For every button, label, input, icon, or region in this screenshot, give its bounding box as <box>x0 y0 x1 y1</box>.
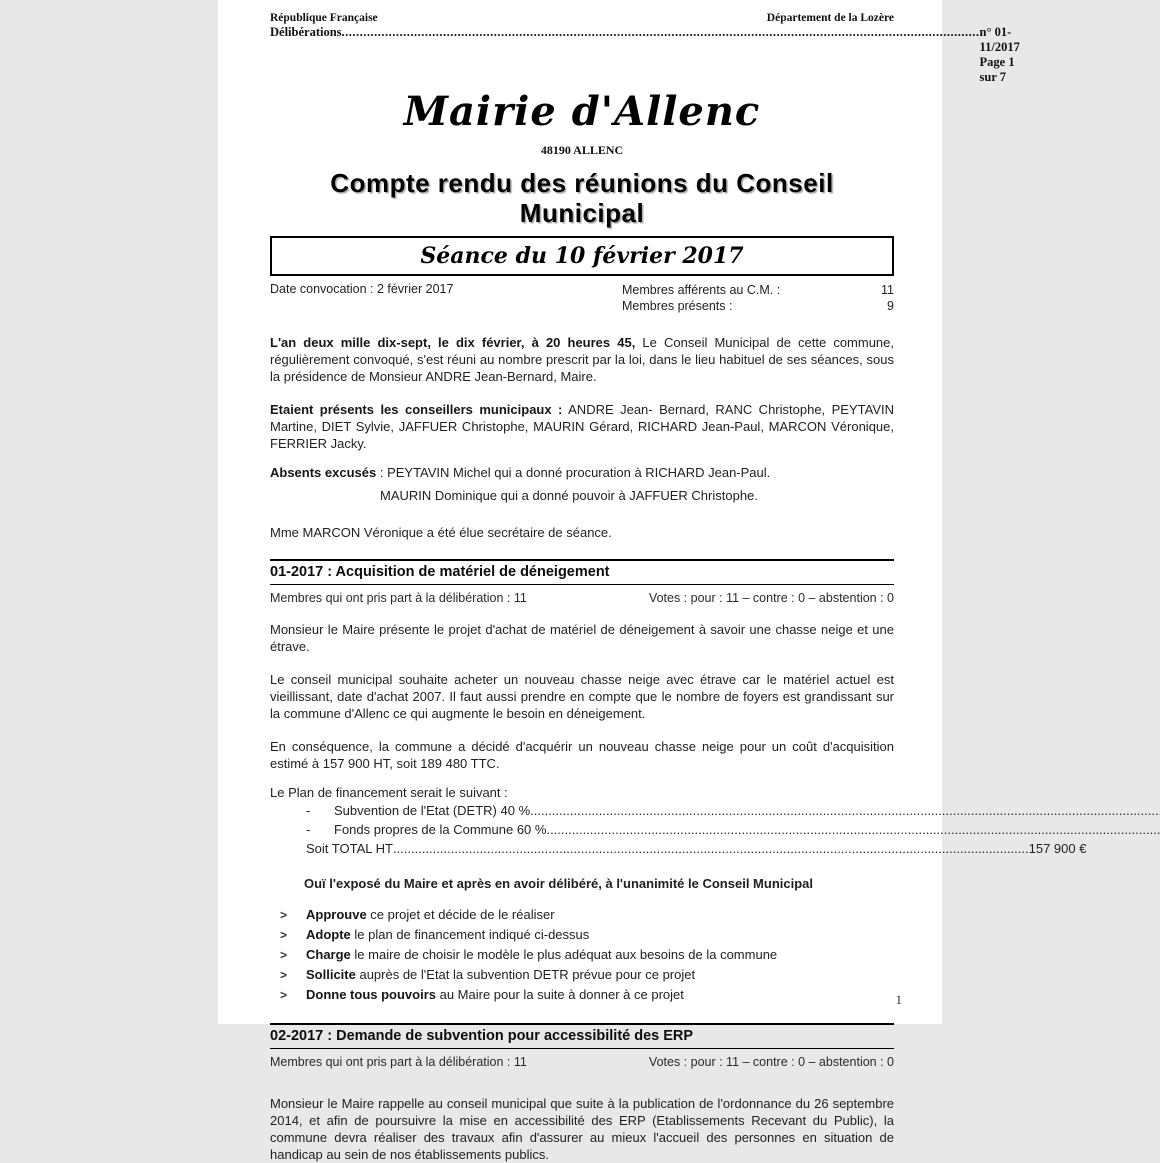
section1-paragraph-3: En conséquence, la commune a décidé d'acquérir un nouveau chasse neige pour un coût d'acquisition estimé à 157 900 HT, soit 189 480 TTC. <box>270 739 894 771</box>
members-afferents-value: 11 <box>881 283 894 297</box>
dash-bullet: - <box>306 822 311 837</box>
document-number: n° 01-11/2017 Page 1 sur 7 <box>979 25 1020 84</box>
plan-title: Le Plan de financement serait le suivant : <box>270 785 508 800</box>
section1-paragraph-1: Monsieur le Maire présente le projet d'achat de matériel de déneigement à savoir une chasse neige et une étrave. <box>270 622 894 654</box>
section2-members-votes <box>270 1055 894 1069</box>
bullet-text <box>306 905 555 925</box>
bullet-bold: Approuve <box>306 907 367 922</box>
plan-item-2 <box>306 820 630 839</box>
section1-votes: Votes : pour : 11 – contre : 0 – abstention : 0 <box>648 591 894 605</box>
bullet-approuve <box>280 905 894 925</box>
plan-item-2-label: Fonds propres de la Commune 60 % <box>334 822 547 837</box>
dot-leader <box>546 820 1160 839</box>
convocation-date: Date convocation : 2 février 2017 <box>270 282 454 296</box>
bullet-rest: auprès de l'Etat la subvention DETR prévue pour ce projet <box>355 967 696 982</box>
plan-item-1-label: Subvention de l'Etat (DETR) 40 % <box>334 803 531 818</box>
departement-label: Département de la Lozère <box>766 12 894 24</box>
dash-bullet: - <box>306 803 311 818</box>
page-header-line1 <box>270 12 894 24</box>
arrow-bullet-icon: > <box>280 988 288 1002</box>
bullet-adopte <box>280 925 894 945</box>
bullet-rest: le maire de choisir le modèle le plus adéquat aux besoins de la commune <box>350 947 778 962</box>
absents-bold: Absents excusés <box>270 465 377 480</box>
postal-address: 48190 ALLENC <box>540 143 624 157</box>
bullet-text <box>306 965 695 985</box>
section2-members: Membres qui ont pris part à la délibération : 11 <box>270 1055 527 1069</box>
section1-members: Membres qui ont pris part à la délibération : 11 <box>270 591 527 605</box>
financing-plan <box>306 801 1087 858</box>
dot-leader <box>342 25 980 40</box>
bullet-rest: ce projet et décide de le réaliser <box>366 907 555 922</box>
section2-paragraph-1: Monsieur le Maire rappelle au conseil municipal que suite à la publication de l'ordonnance du 26 septembre 2014, et afin de poursuivre la mise en accessibilité des ERP (Etablissements Recevant du Public), la commune devra réaliser des travaux afin d'assurer au mieux l'accueil des personnes en situation de handicap au sein de nos établissements publics. <box>270 1096 894 1162</box>
bullet-sollicite <box>280 965 894 985</box>
deliberations-label: Délibérations <box>270 25 342 39</box>
presents-paragraph <box>270 401 894 452</box>
arrow-bullet-icon: > <box>280 908 288 922</box>
members-presents-label: Membres présents : <box>622 299 733 313</box>
bullet-rest: au Maire pour la suite à donner à ce projet <box>436 987 684 1002</box>
plan-total <box>306 839 1087 858</box>
bullet-text <box>306 925 589 945</box>
absents-rest: : PEYTAVIN Michel qui a donné procuration à RICHARD Jean-Paul. <box>376 465 771 480</box>
absents-line2: MAURIN Dominique qui a donné pouvoir à JAFFUER Christophe. <box>380 488 758 503</box>
members-presents-row <box>622 298 894 314</box>
opening-bold: L'an deux mille dix-sept, le dix février, à 20 heures 45, <box>270 335 636 350</box>
mairie-logo-text: Mairie d'Allenc <box>403 88 761 135</box>
members-counts <box>622 282 894 314</box>
members-afferents-row <box>622 282 894 298</box>
absents-paragraph <box>270 464 894 481</box>
opening-rest: Le Conseil Municipal de cette commune, régulièrement convoqué, s'est réuni au nombre prescrit par la loi, dans le lieu habituel de ses séances, sous la présidence de Monsieur ANDRE Jean-Bernard, Maire. <box>270 335 895 384</box>
arrow-bullet-icon: > <box>280 968 288 982</box>
bullet-bold: Adopte <box>306 927 351 942</box>
resolution-bullets <box>280 905 894 1005</box>
section-heading-02-2017: 02-2017 : Demande de subvention pour accessibilité des ERP <box>270 1023 894 1049</box>
plan-total-value: 157 900 € <box>1028 841 1087 856</box>
bullet-bold: Sollicite <box>306 967 356 982</box>
bullet-bold: Donne tous pouvoirs <box>306 987 436 1002</box>
presents-rest: ANDRE Jean- Bernard, RANC Christophe, PEYTAVIN Martine, DIET Sylvie, JAFFUER Christophe, MAURIN Gérard, RICHARD Jean-Paul, MARCON Véronique, FERRIER Jacky. <box>270 402 894 451</box>
bullet-bold: Charge <box>306 947 351 962</box>
bullet-charge <box>280 945 894 965</box>
resolution-line: Ouï l'exposé du Maire et après en avoir délibéré, à l'unanimité le Conseil Municipal <box>304 876 813 891</box>
opening-paragraph <box>270 334 894 385</box>
bullet-rest: le plan de financement indiqué ci-dessus <box>350 927 590 942</box>
meta-row <box>270 282 894 314</box>
plan-item-1 <box>306 801 630 820</box>
plan-total-label: Soit TOTAL HT <box>306 841 393 856</box>
section-heading-01-2017: 01-2017 : Acquisition de matériel de déneigement <box>270 559 894 585</box>
bullet-donne-pouvoirs <box>280 985 894 1005</box>
page-header-line2 <box>270 25 1020 85</box>
secretary-line: Mme MARCON Véronique a été élue secrétaire de séance. <box>270 525 612 540</box>
dot-leader <box>393 839 1029 858</box>
dot-leader <box>530 801 1160 820</box>
bullet-text <box>306 945 777 965</box>
members-afferents-label: Membres afférents au C.M. : <box>622 283 781 297</box>
section2-votes: Votes : pour : 11 – contre : 0 – abstention : 0 <box>648 1055 894 1069</box>
members-presents-value: 9 <box>887 299 894 313</box>
document-page <box>218 0 1087 1162</box>
document-title: Compte rendu des réunions du Conseil Municipal <box>330 168 834 228</box>
presents-bold: Etaient présents les conseillers municipaux : <box>270 402 563 417</box>
bullet-text <box>306 985 684 1005</box>
arrow-bullet-icon: > <box>280 948 288 962</box>
page-number: 1 <box>895 992 902 1007</box>
section1-members-votes <box>270 591 894 605</box>
section1-paragraph-2: Le conseil municipal souhaite acheter un nouveau chasse neige avec étrave car le matériel actuel est vieillissant, date d'achat 2007. Il faut aussi prendre en compte que le nombre de foyers est grandissant sur la commune d'Allenc ce qui augmente le besoin en déneigement. <box>270 672 894 721</box>
session-banner <box>270 236 894 276</box>
session-date: Séance du 10 février 2017 <box>420 243 744 269</box>
arrow-bullet-icon: > <box>280 928 288 942</box>
republique-label: République Française <box>270 12 378 24</box>
